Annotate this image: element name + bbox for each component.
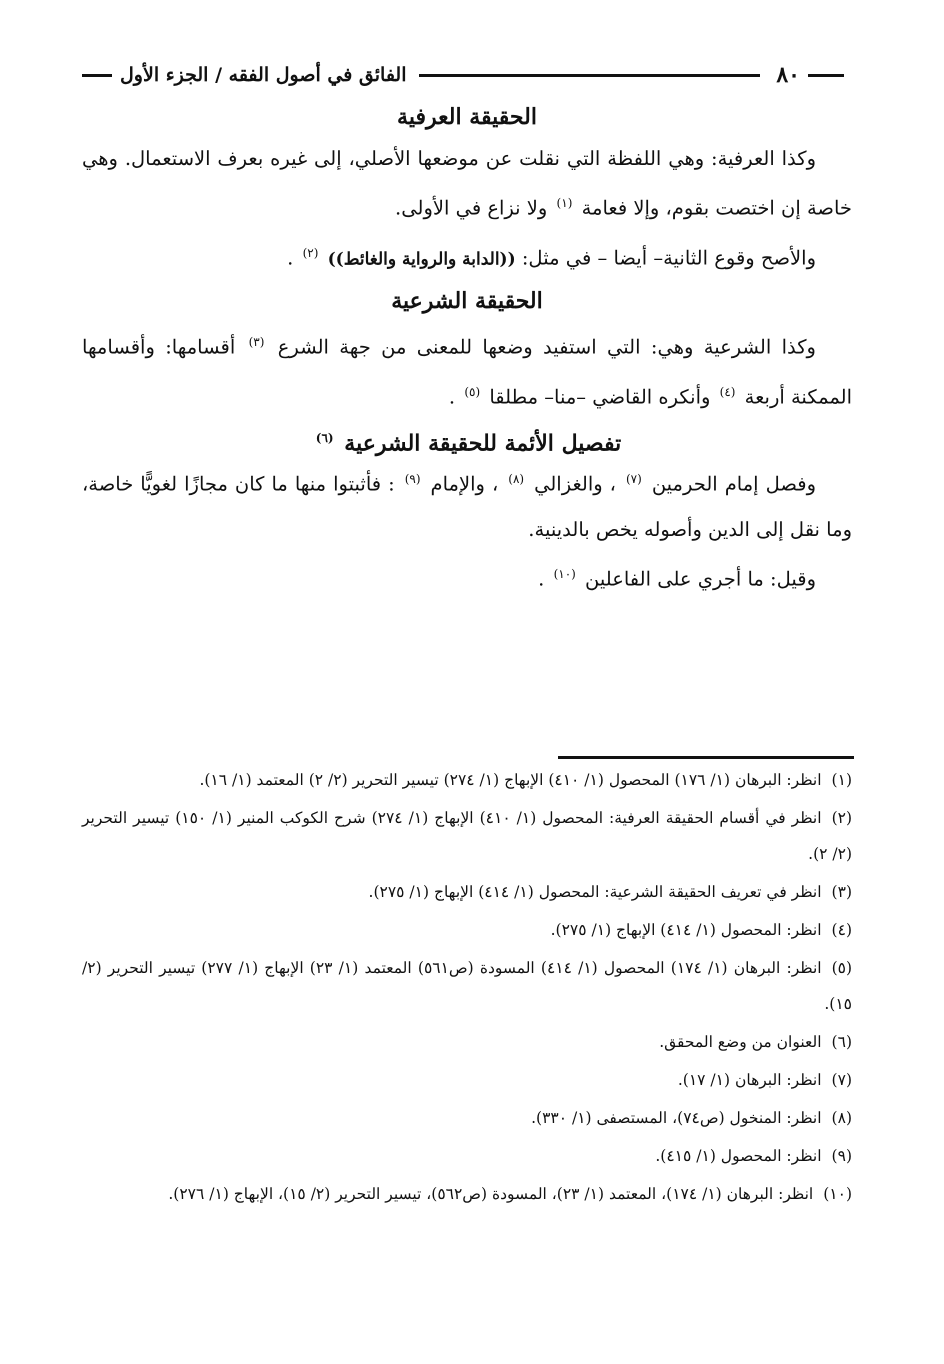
paragraph <box>82 320 852 419</box>
footnote-ref[interactable]: (٥) <box>464 384 481 399</box>
footnote-text: انظر: البرهان (١/ ١٧). <box>677 1071 822 1089</box>
footnote <box>82 762 852 798</box>
footnote <box>82 1138 852 1174</box>
footnote <box>82 874 852 910</box>
section-heading-shariyya: الحقيقة الشرعية <box>391 288 543 314</box>
paragraph-text: ولا نزاع في الأولى. <box>395 196 548 220</box>
paragraph-text: . <box>448 385 456 408</box>
footnote-number: (٤) <box>831 921 852 939</box>
paragraph <box>82 552 852 602</box>
footnote-text: انظر: البرهان (١/ ١٧٤) المحصول (١/ ٤١٤) المسودة (ص٥٦١) المعتمد (١/ ٢٣) الإبهاج (١/ ٢٧٧) تيسير التحرير (٢/ ١٥). <box>82 959 852 1013</box>
footnote <box>82 912 852 948</box>
paragraph <box>82 457 852 552</box>
footnote-number: (٢) <box>831 809 853 827</box>
running-title: الفائق في أصول الفقه / الجزء الأول <box>120 64 407 86</box>
footnote-number: (١) <box>831 771 852 789</box>
paragraph-text: : فأثبتوا منها ما كان مجازًا لغويًّا خاصة، وما نقل إلى الدين وأصوله يخص بالدينية. <box>82 472 852 541</box>
footnote-ref[interactable]: (١٠) <box>553 566 576 581</box>
paragraph-text: ، والغزالي <box>534 472 616 496</box>
footnote-text: انظر: المحصول (١/ ٤١٤) الإبهاج (١/ ٢٧٥). <box>550 921 822 939</box>
footnote <box>82 1024 852 1060</box>
footnote-number: (٥) <box>831 959 853 977</box>
footnote-number: (١٠) <box>823 1185 852 1203</box>
paragraph-text: . <box>538 567 545 590</box>
header-rule-middle <box>419 74 761 77</box>
footnote <box>82 1062 852 1098</box>
footnote <box>82 1100 852 1136</box>
paragraph-text: وأنكره القاضي –منا– مطلقا <box>489 385 711 408</box>
quoted-terms: ((الدابة والرواية والغائط)) <box>327 249 516 269</box>
footnote-text: انظر: البرهان (١/ ١٧٦) المحصول (١/ ٤١٠) الإبهاج (١/ ٢٧٤) تيسير التحرير (٢/ ٢) المعتمد (١/ ١٦). <box>199 771 822 789</box>
footnote-ref[interactable]: (٤) <box>719 384 736 399</box>
running-header <box>82 58 852 92</box>
paragraph-text: وفصل إمام الحرمين <box>651 472 817 496</box>
footnote-text: انظر: المنخول (ص٧٤)، المستصفى (١/ ٣٣٠). <box>531 1109 822 1127</box>
footnote-ref[interactable]: (٦) <box>315 431 334 445</box>
section-heading-tafsil <box>82 419 852 457</box>
paragraph-text: والأصح وقوع الثانية– أيضا – في مثل: <box>521 246 816 269</box>
heading-text: تفصيل الأئمة للحقيقة الشرعية <box>344 430 622 457</box>
paragraph-text: . <box>287 246 294 269</box>
footnote <box>82 950 852 1022</box>
footnotes <box>82 762 852 1214</box>
paragraph-text: ، والإمام <box>430 472 499 496</box>
page-number: ٨٠ <box>776 62 800 88</box>
footnote-ref[interactable]: (٢) <box>302 245 319 260</box>
paragraph <box>82 231 852 283</box>
main-text <box>82 98 852 601</box>
footnote-text: انظر في تعريف الحقيقة الشرعية: المحصول (١/ ٤١٤) الإبهاج (١/ ٢٧٥). <box>368 883 822 901</box>
footnote-text: انظر: المحصول (١/ ٤١٥). <box>655 1147 822 1165</box>
paragraph-text: وقيل: ما أجري على الفاعلين <box>585 567 816 590</box>
footnote-ref[interactable]: (٣) <box>248 335 265 349</box>
footnote-ref[interactable]: (٩) <box>404 472 421 486</box>
header-rule-left <box>82 74 112 77</box>
paragraph-text: أقسامها: وأقسامها الممكنة أربعة <box>82 335 852 408</box>
footnote-text: العنوان من وضع المحقق. <box>659 1033 822 1051</box>
footnote-number: (٧) <box>831 1071 852 1089</box>
footnote-ref[interactable]: (٧) <box>625 472 642 486</box>
paragraph <box>82 136 852 231</box>
footnote-text: انظر في أقسام الحقيقة العرفية: المحصول (١/ ٤١٠) الإبهاج (١/ ٢٧٤) شرح الكوكب المنير (١/ ١٥٠) تيسير التحرير (٢/ ٢). <box>82 809 852 863</box>
footnote <box>82 1176 852 1212</box>
footnote-separator <box>558 756 854 759</box>
footnote-ref[interactable]: (١) <box>556 196 573 210</box>
header-rule-right <box>808 74 844 77</box>
footnote-ref[interactable]: (٨) <box>508 472 525 486</box>
footnote-number: (٨) <box>831 1109 852 1127</box>
footnote-number: (٣) <box>831 883 852 901</box>
section-heading-urfiyya: الحقيقة العرفية <box>397 104 537 130</box>
paragraph-text: وكذا العرفية: وهي اللفظة التي نقلت عن موضعها الأصلي، إلى غيره بعرف الاستعمال. وهي خاصة إن اختصت بقوم، وإلا فعامة <box>82 147 852 220</box>
footnote-number: (٦) <box>831 1033 852 1051</box>
footnote-number: (٩) <box>831 1147 852 1165</box>
paragraph-text: وكذا الشرعية وهي: التي استفيد وضعها للمعنى من جهة الشرع <box>277 335 816 359</box>
footnote-text: انظر: البرهان (١/ ١٧٤)، المعتمد (١/ ٢٣)، المسودة (ص٥٦٢)، تيسير التحرير (٢/ ١٥)، الإبهاج (١/ ٢٧٦). <box>168 1185 814 1203</box>
footnote <box>82 800 852 872</box>
